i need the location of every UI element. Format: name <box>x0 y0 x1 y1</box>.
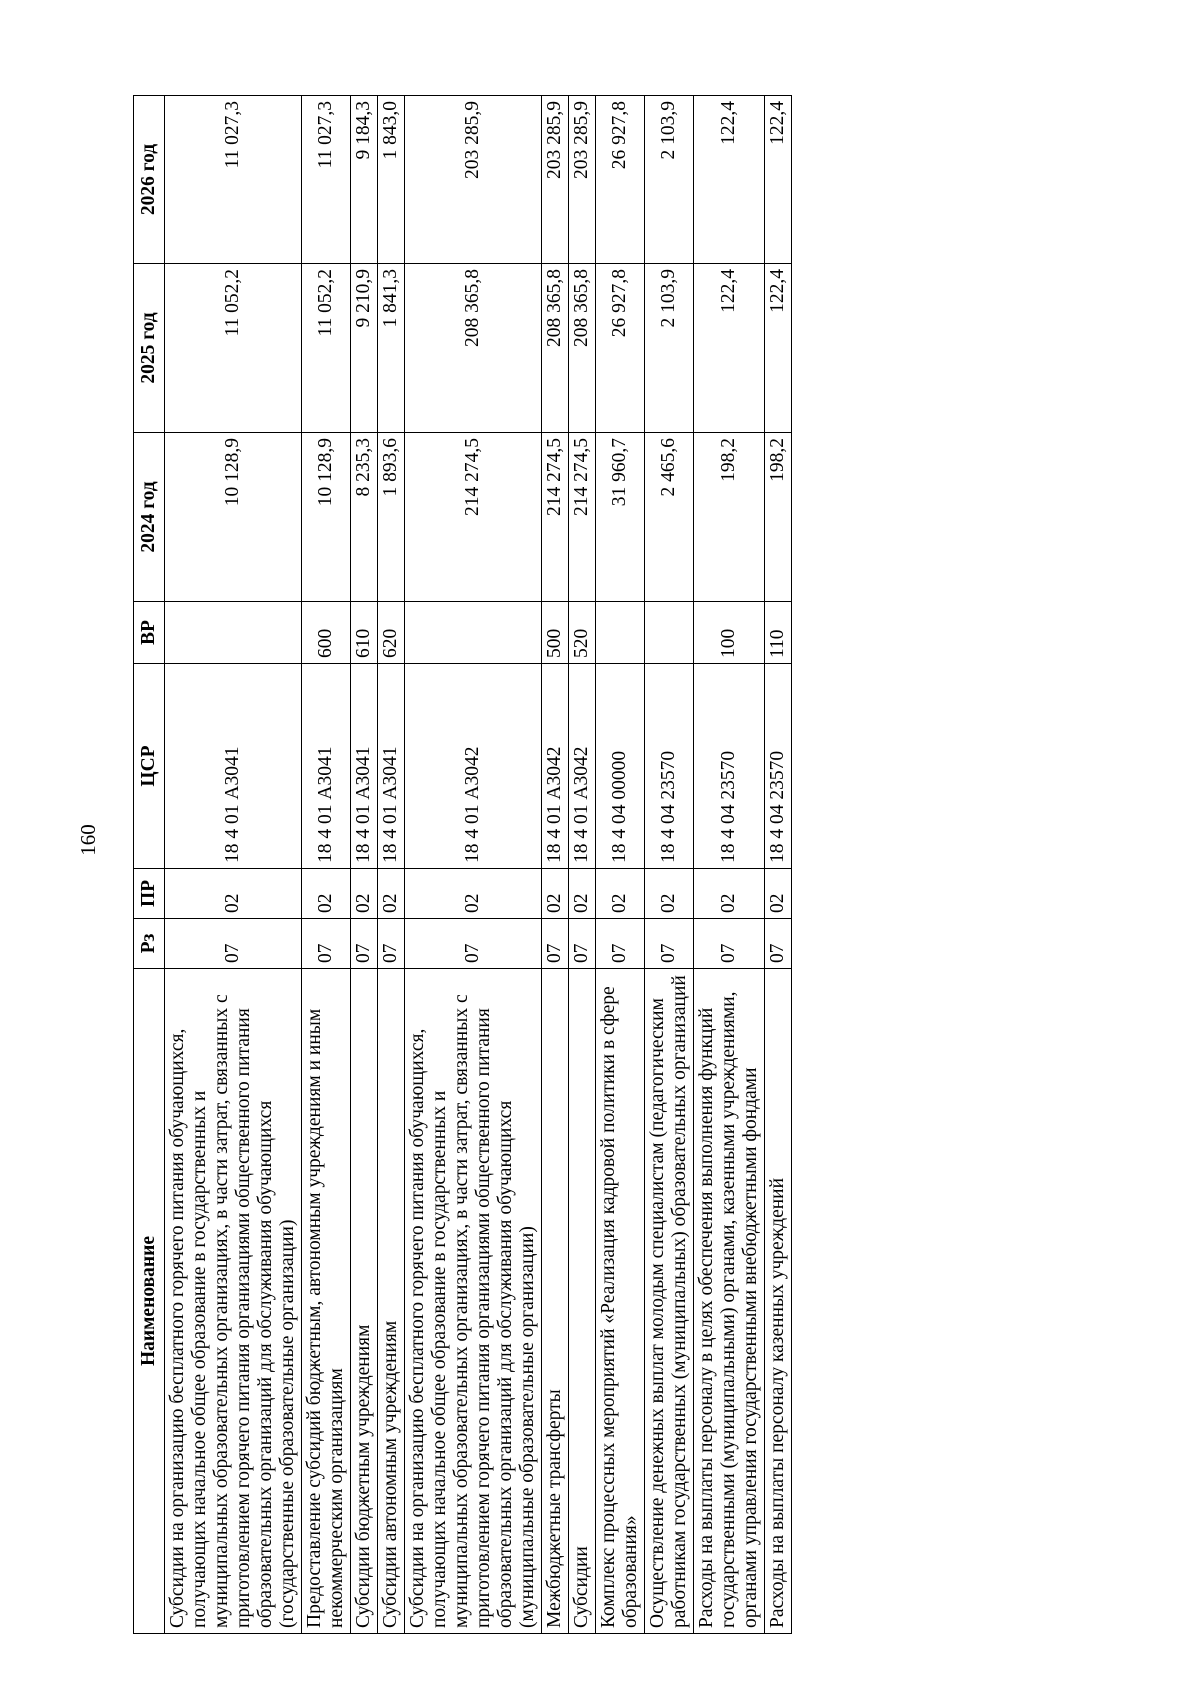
header-2026: 2026 год <box>134 96 165 264</box>
row-rz: 07 <box>302 919 351 969</box>
row-2025: 122,4 <box>694 264 765 433</box>
row-name: Осуществление денежных выплат молодым специалистам (педагогическим работникам государственных (муниципальных) образовательных организаций <box>645 969 694 1634</box>
row-2026: 122,4 <box>694 96 765 264</box>
row-vr <box>596 602 645 664</box>
table-row <box>765 96 792 1634</box>
row-rz: 07 <box>694 919 765 969</box>
row-rz: 07 <box>569 919 596 969</box>
row-pr: 02 <box>596 869 645 919</box>
row-rz: 07 <box>542 919 569 969</box>
row-2024: 214 274,5 <box>542 433 569 602</box>
row-rz: 07 <box>765 919 792 969</box>
table-row <box>569 96 596 1634</box>
row-pr: 02 <box>542 869 569 919</box>
row-name: Межбюджетные трансферты <box>542 969 569 1634</box>
row-2024: 198,2 <box>765 433 792 602</box>
row-csr: 18 4 04 23570 <box>765 664 792 869</box>
row-vr: 600 <box>302 602 351 664</box>
row-2026: 26 927,8 <box>596 96 645 264</box>
header-csr: ЦСР <box>134 664 165 869</box>
row-pr: 02 <box>645 869 694 919</box>
table-row <box>596 96 645 1634</box>
row-pr: 02 <box>405 869 542 919</box>
row-rz: 07 <box>351 919 378 969</box>
row-name: Субсидии <box>569 969 596 1634</box>
row-name: Субсидии на организацию бесплатного горячего питания обучающихся, получающих начальное общее образование в государственных и муниципальных образовательных организациях, в части затрат, связанных с приготовлением горячего питания организациями общественного питания образовательных организаций для обслуживания обучающихся (государственные образовательные организации) <box>165 969 302 1634</box>
row-2025: 2 103,9 <box>645 264 694 433</box>
header-2025: 2025 год <box>134 264 165 433</box>
header-2024: 2024 год <box>134 433 165 602</box>
row-2025: 122,4 <box>765 264 792 433</box>
row-2024: 8 235,3 <box>351 433 378 602</box>
row-pr: 02 <box>302 869 351 919</box>
rotated-table-container <box>133 96 1044 1634</box>
row-2024: 31 960,7 <box>596 433 645 602</box>
row-name: Субсидии автономным учреждениям <box>378 969 405 1634</box>
row-2026: 203 285,9 <box>542 96 569 264</box>
row-csr: 18 4 01 А3041 <box>378 664 405 869</box>
table-row <box>542 96 569 1634</box>
row-csr: 18 4 01 А3042 <box>405 664 542 869</box>
row-name: Расходы на выплаты персоналу в целях обеспечения выполнения функций государственными (муниципальными) органами, казенными учреждениями, органами управления государственными внебюджетными фондами <box>694 969 765 1634</box>
row-name: Субсидии на организацию бесплатного горячего питания обучающихся, получающих начальное общее образование в государственных и муниципальных образовательных организациях, в части затрат, связанных с приготовлением горячего питания организациями общественного питания образовательных организаций для обслуживания обучающихся (муниципальные образовательные организации) <box>405 969 542 1634</box>
header-vr: ВР <box>134 602 165 664</box>
row-name: Предоставление субсидий бюджетным, автономным учреждениям и иным некоммерческим организациям <box>302 969 351 1634</box>
header-pr: ПР <box>134 869 165 919</box>
row-name: Субсидии бюджетным учреждениям <box>351 969 378 1634</box>
row-2025: 9 210,9 <box>351 264 378 433</box>
row-vr <box>645 602 694 664</box>
table-row <box>165 96 302 1634</box>
row-2025: 11 052,2 <box>165 264 302 433</box>
header-name: Наименование <box>134 969 165 1634</box>
row-rz: 07 <box>596 919 645 969</box>
row-2026: 2 103,9 <box>645 96 694 264</box>
table-header-row <box>134 96 165 1634</box>
row-pr: 02 <box>765 869 792 919</box>
row-csr: 18 4 01 А3041 <box>351 664 378 869</box>
row-2025: 208 365,8 <box>405 264 542 433</box>
row-2024: 214 274,5 <box>569 433 596 602</box>
row-2026: 203 285,9 <box>405 96 542 264</box>
row-name: Расходы на выплаты персоналу казенных учреждений <box>765 969 792 1634</box>
row-2024: 1 893,6 <box>378 433 405 602</box>
row-pr: 02 <box>694 869 765 919</box>
row-2025: 11 052,2 <box>302 264 351 433</box>
row-vr: 610 <box>351 602 378 664</box>
row-vr: 520 <box>569 602 596 664</box>
row-vr: 500 <box>542 602 569 664</box>
row-2025: 26 927,8 <box>596 264 645 433</box>
row-vr: 100 <box>694 602 765 664</box>
row-vr <box>405 602 542 664</box>
row-2025: 208 365,8 <box>542 264 569 433</box>
row-2025: 208 365,8 <box>569 264 596 433</box>
row-vr <box>165 602 302 664</box>
row-2024: 10 128,9 <box>302 433 351 602</box>
row-rz: 07 <box>378 919 405 969</box>
row-vr: 110 <box>765 602 792 664</box>
row-csr: 18 4 01 А3041 <box>302 664 351 869</box>
table-row <box>694 96 765 1634</box>
row-pr: 02 <box>165 869 302 919</box>
table-row <box>351 96 378 1634</box>
row-2026: 1 843,0 <box>378 96 405 264</box>
row-csr: 18 4 04 23570 <box>645 664 694 869</box>
row-vr: 620 <box>378 602 405 664</box>
page-number: 160 <box>76 824 100 856</box>
row-2025: 1 841,3 <box>378 264 405 433</box>
row-csr: 18 4 01 А3041 <box>165 664 302 869</box>
row-pr: 02 <box>351 869 378 919</box>
table-row <box>302 96 351 1634</box>
row-rz: 07 <box>405 919 542 969</box>
row-2026: 11 027,3 <box>165 96 302 264</box>
row-2024: 2 465,6 <box>645 433 694 602</box>
row-2024: 198,2 <box>694 433 765 602</box>
row-2026: 203 285,9 <box>569 96 596 264</box>
table-row <box>645 96 694 1634</box>
row-2026: 11 027,3 <box>302 96 351 264</box>
row-name: Комплекс процессных мероприятий «Реализация кадровой политики в сфере образования» <box>596 969 645 1634</box>
row-csr: 18 4 04 00000 <box>596 664 645 869</box>
row-2024: 214 274,5 <box>405 433 542 602</box>
row-rz: 07 <box>645 919 694 969</box>
row-2026: 9 184,3 <box>351 96 378 264</box>
table-row <box>378 96 405 1634</box>
budget-table <box>133 95 792 1634</box>
header-rz: Рз <box>134 919 165 969</box>
row-pr: 02 <box>378 869 405 919</box>
row-rz: 07 <box>165 919 302 969</box>
row-csr: 18 4 04 23570 <box>694 664 765 869</box>
row-pr: 02 <box>569 869 596 919</box>
row-csr: 18 4 01 А3042 <box>569 664 596 869</box>
row-csr: 18 4 01 А3042 <box>542 664 569 869</box>
row-2026: 122,4 <box>765 96 792 264</box>
row-2024: 10 128,9 <box>165 433 302 602</box>
table-row <box>405 96 542 1634</box>
